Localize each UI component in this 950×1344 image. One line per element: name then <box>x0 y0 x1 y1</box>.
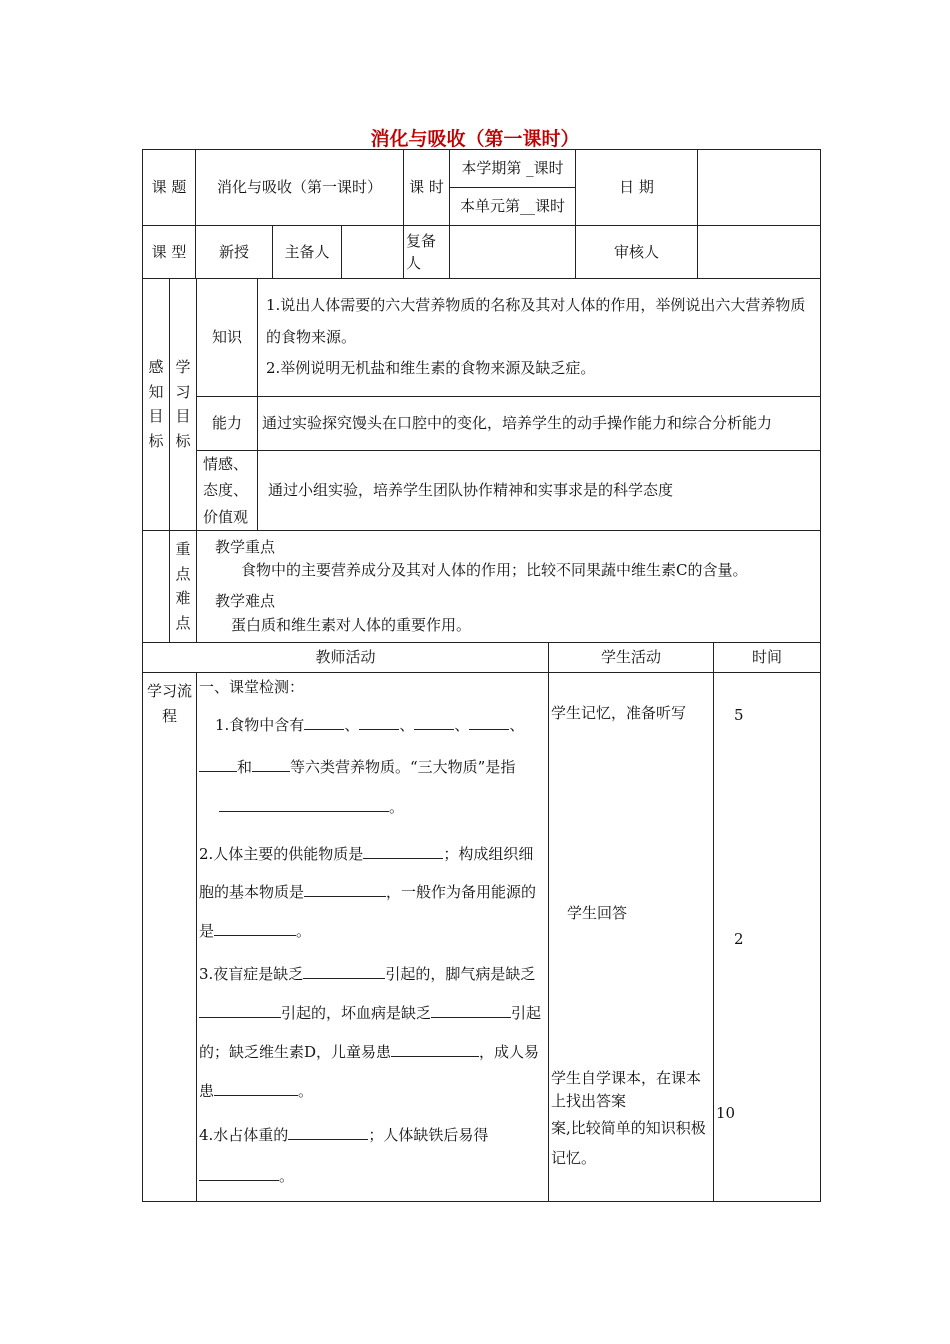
reviewer-label: 审核人 <box>576 226 698 279</box>
difficult-title: 教学难点 <box>215 592 276 611</box>
key-points-label: 重点难点 <box>170 530 197 642</box>
ability-label: 能力 <box>197 397 258 451</box>
reviewer-prep-label: 复备人 <box>404 226 450 279</box>
goals-outer-empty <box>143 530 170 642</box>
type-value: 新授 <box>196 226 273 278</box>
knowledge-1: 1.说出人体需要的六大营养物质的名称及其对人体的作用，举例说出六大营养物质的食物来源。 <box>266 296 806 346</box>
knowledge-label: 知识 <box>197 279 258 397</box>
course-label: 课 题 <box>143 150 196 226</box>
date-value <box>698 150 821 226</box>
time-1: 5 <box>734 706 744 724</box>
reviewer-prep-value <box>450 226 576 279</box>
student-activity-2: 学生回答 <box>567 904 628 922</box>
process-label: 学习流程 <box>143 673 197 1202</box>
reviewer-value <box>698 226 821 279</box>
time-header: 时间 <box>714 643 821 673</box>
student-activity-3b: 案,比较简单的知识积极记忆。 <box>551 1119 706 1167</box>
ability-text: 通过实验探究馒头在口腔中的变化，培养学生的动手操作能力和综合分析能力 <box>258 397 821 451</box>
semester-period: 本学期第 _课时 <box>450 150 576 188</box>
student-activity-1: 学生记忆，准备听写 <box>551 704 687 722</box>
process-table <box>142 642 821 1202</box>
question-3: 3.夜盲症是缺乏 引起的，脚气病是缺乏引起的，坏血病是缺乏 引起的；缺乏维生素D，儿童易患 ，成人易患 。 <box>199 965 542 1100</box>
time-column <box>714 673 821 1202</box>
knowledge-2: 2.举例说明无机盐和维生素的食物来源及缺乏症。 <box>266 359 596 378</box>
difficult-text: 蛋白质和维生素对人体的重要作用。 <box>231 615 472 634</box>
time-3: 10 <box>716 1104 736 1122</box>
emotion-text: 通过小组实验，培养学生团队协作精神和实事求是的科学态度 <box>258 451 821 531</box>
question-2: 2.人体主要的供能物质是 ；构成组织细胞的基本物质是 ，一般作为备用能源的是 。 <box>199 845 537 940</box>
question-4: 4.水占体重的 ；人体缺铁后易得。 <box>199 1126 489 1185</box>
student-activity-3a: 学生自学课本，在课本上找出答案 <box>551 1069 702 1110</box>
course-value: 消化与吸收（第一课时） <box>196 150 404 226</box>
goals-outer-label: 感知目标 <box>143 279 170 531</box>
student-header: 学生活动 <box>549 643 714 673</box>
teacher-header: 教师活动 <box>143 643 549 673</box>
knowledge-cell <box>258 279 821 397</box>
learn-goals-label: 学习目标 <box>170 279 197 531</box>
page-title: 消化与吸收（第一课时） <box>370 128 580 150</box>
header-table <box>142 149 821 279</box>
teacher-activity <box>197 673 549 1202</box>
question-1-line-2: 和 等六类营养物质。“三大物质”是指 <box>199 757 515 777</box>
emotion-label: 情感、态度、价值观 <box>197 451 258 531</box>
question-1-line-1: 1.食物中含有 、 、 、 、 <box>215 716 525 734</box>
date-label: 日 期 <box>576 150 698 226</box>
type-label: 课 型 <box>143 226 196 279</box>
preparer-value <box>342 226 403 278</box>
period-label: 课 时 <box>404 150 450 226</box>
key-points-cell <box>197 530 821 642</box>
time-2: 2 <box>734 930 744 948</box>
preparer-label: 主备人 <box>273 226 342 278</box>
section-title: 一、课堂检测： <box>199 678 305 696</box>
unit-period: 本单元第__课时 <box>450 188 576 226</box>
type-row-cell <box>196 226 404 279</box>
student-activity <box>549 673 714 1202</box>
goals-table <box>142 278 821 643</box>
question-1-line-3: 。 <box>199 797 404 817</box>
key-point-text: 食物中的主要营养成分及其对人体的作用；比较不同果蔬中维生素C的含量。 <box>241 561 748 579</box>
key-point-title: 教学重点 <box>215 537 276 556</box>
